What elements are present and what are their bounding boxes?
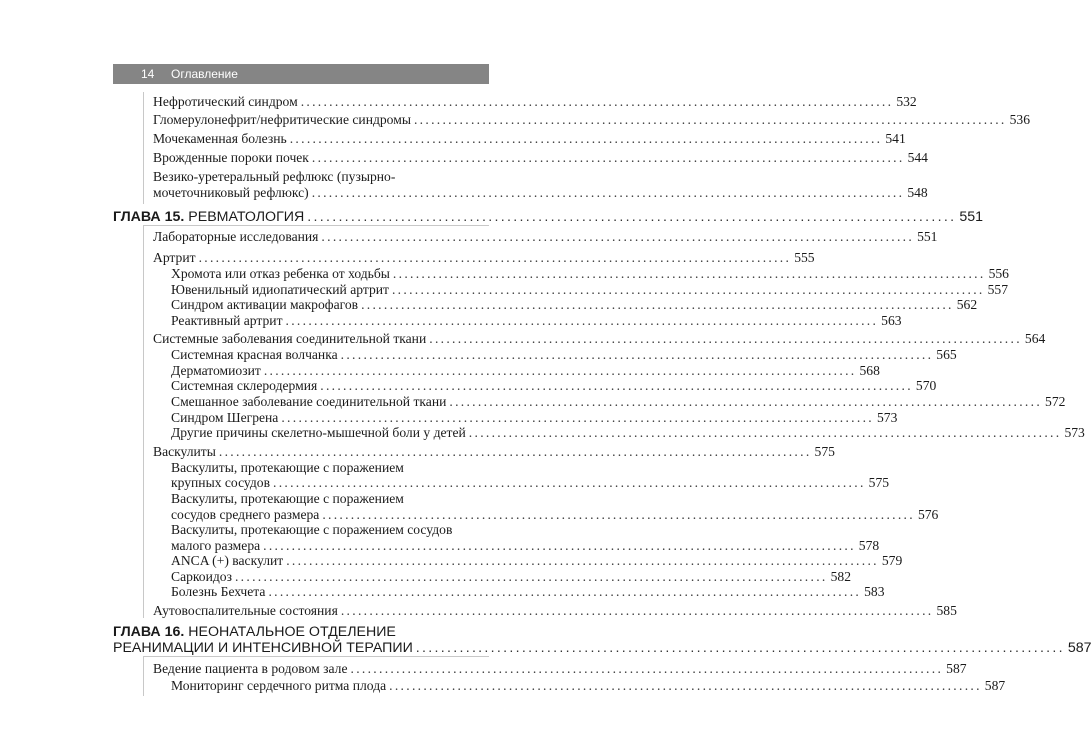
toc-entry: сосудов среднего размера ........................................................................................................ 576: [171, 507, 939, 522]
toc-entry-title: Саркоидоз: [171, 569, 232, 584]
toc-entry: Мочекаменная болезнь ........................................................................................................ 541: [153, 131, 906, 146]
toc-entry-title: Системная склеродермия: [171, 378, 318, 393]
toc-entry-page: 544: [907, 150, 928, 165]
section-rule: [143, 92, 144, 204]
toc-entry: Нефротический синдром ........................................................................................................ 532: [153, 94, 917, 109]
toc-entry-page: 568: [859, 363, 880, 378]
toc-entry-title: Аутовоспалительные состояния: [153, 603, 338, 618]
toc-entry-title: Мочекаменная болезнь: [153, 131, 287, 146]
toc-entry-title: мочеточниковый рефлюкс): [153, 185, 309, 200]
page-number: 14: [141, 67, 155, 81]
toc-entry-page: 579: [881, 553, 903, 568]
section-rule: [143, 656, 489, 657]
toc-entry: Васкулиты ........................................................................................................ 575: [153, 444, 835, 459]
toc-entry: Аутовоспалительные состояния ........................................................................................................ 585: [153, 603, 957, 618]
toc-entry-page: 587: [946, 661, 967, 676]
toc-entry-title: сосудов среднего размера: [171, 507, 320, 522]
toc-entry: Другие причины скелетно-мышечной боли у детей ........................................................................................................ 573: [171, 425, 1085, 440]
toc-entry: Болезнь Бехчета ........................................................................................................ 583: [171, 584, 885, 599]
toc-entry: Ведение пациента в родовом зале ........................................................................................................ 587: [153, 661, 967, 676]
toc-entry-page: 587: [984, 678, 1006, 693]
toc-entry-title: Ювенильный идиопатический артрит: [171, 282, 389, 297]
toc-entry-page: 551: [959, 209, 984, 225]
toc-entry-page: 578: [858, 538, 880, 553]
toc-entry-title: Хромота или отказ ребенка от ходьбы: [171, 266, 390, 281]
toc-entry-title: Ведение пациента в родовом зале: [153, 661, 348, 676]
chapter-title: РЕАНИМАЦИИ И ИНТЕНСИВНОЙ ТЕРАПИИ: [113, 640, 413, 656]
toc-entry-title: Лабораторные исследования: [153, 229, 319, 244]
toc-entry: Смешанное заболевание соединительной ткани ........................................................................................................ 572: [171, 394, 1066, 409]
toc-entry-title: Смешанное заболевание соединительной ткани: [171, 394, 447, 409]
toc-entry-page: 557: [987, 282, 1008, 297]
toc-entry: Синдром Шегрена ........................................................................................................ 573: [171, 410, 898, 425]
section-rule: [143, 656, 144, 696]
toc-entry-title: Дерматомиозит: [171, 363, 261, 378]
toc-entry-page: 551: [917, 229, 938, 244]
running-header-title: Оглавление: [171, 67, 238, 81]
chapter-heading: [113, 624, 396, 640]
toc-entry: Системные заболевания соединительной ткани ........................................................................................................ 564: [153, 331, 1046, 346]
toc-entry: Ювенильный идиопатический артрит ........................................................................................................ 557: [171, 282, 1008, 297]
toc-entry: мочеточниковый рефлюкс) ........................................................................................................ 548: [153, 185, 928, 200]
chapter-title: НЕОНАТАЛЬНОЕ ОТДЕЛЕНИЕ: [184, 624, 396, 640]
toc-entry: Системная красная волчанка ........................................................................................................ 565: [171, 347, 957, 362]
toc-entry-title: Болезнь Бехчета: [171, 584, 266, 599]
toc-entry-page: 541: [885, 131, 906, 146]
chapter-label: ГЛАВА 16.: [113, 624, 185, 640]
toc-entry: Артрит ........................................................................................................ 555: [153, 250, 815, 265]
toc-entry-page: 583: [864, 584, 885, 599]
toc-entry-page: 570: [915, 378, 937, 393]
toc-entry-page: 585: [936, 603, 957, 618]
toc-entry-title: ANCA (+) васкулит: [171, 553, 284, 568]
toc-entry-title: Другие причины скелетно-мышечной боли у детей: [171, 425, 466, 440]
toc-entry: Саркоидоз ........................................................................................................ 582: [171, 569, 851, 584]
toc-entry: Системная склеродермия ........................................................................................................ 570: [171, 378, 937, 393]
toc-entry-page: 563: [881, 313, 902, 328]
chapter-title: РЕВМАТОЛОГИЯ: [184, 209, 305, 225]
toc-entry-title: Васкулиты: [153, 444, 216, 459]
toc-entry-page: 587: [1067, 640, 1092, 656]
toc-entry-page: 555: [794, 250, 815, 265]
toc-entry-page: 573: [1064, 425, 1085, 440]
toc-entry-page: 576: [917, 507, 939, 522]
toc-entry-page: 573: [876, 410, 898, 425]
toc-entry: ANCA (+) васкулит ........................................................................................................ 579: [171, 553, 903, 568]
toc-entry: Гломерулонефрит/нефритические синдромы ........................................................................................................ 536: [153, 112, 1030, 127]
toc-entry-title: Синдром Шегрена: [171, 410, 279, 425]
toc-entry-title: Нефротический синдром: [153, 94, 298, 109]
toc-entry-title: Васкулиты, протекающие с поражением: [171, 460, 404, 475]
toc-entry: Синдром активации макрофагов ........................................................................................................ 562: [171, 297, 978, 312]
chapter-heading: РЕАНИМАЦИИ И ИНТЕНСИВНОЙ ТЕРАПИИ ........................................................................................................ 587: [113, 640, 1092, 656]
toc-entry-page: 536: [1009, 112, 1030, 127]
toc-entry-page: 575: [868, 475, 890, 490]
toc-entry-page: 532: [896, 94, 917, 109]
chapter-label: ГЛАВА 15.: [113, 209, 185, 225]
toc-entry-title: Врожденные пороки почек: [153, 150, 309, 165]
toc-entry: Мониторинг сердечного ритма плода ........................................................................................................ 587: [171, 678, 1006, 693]
section-rule: [143, 225, 144, 618]
toc-entry-title: Васкулиты, протекающие с поражением: [171, 491, 404, 506]
toc-entry: Дерматомиозит ........................................................................................................ 568: [171, 363, 880, 378]
toc-entry-page: 582: [830, 569, 851, 584]
toc-entry-title: Системные заболевания соединительной ткани: [153, 331, 427, 346]
toc-entry-page: 565: [936, 347, 957, 362]
toc-entry-title: Системная красная волчанка: [171, 347, 338, 362]
toc-entry: крупных сосудов ........................................................................................................ 575: [171, 475, 890, 490]
toc-entry-page: 556: [988, 266, 1009, 281]
toc-entry-title: малого размера: [171, 538, 261, 553]
toc-entry-title: крупных сосудов: [171, 475, 270, 490]
toc-entry-title: Везико-уретеральный рефлюкс (пузырно-: [153, 169, 396, 184]
toc-entry-page: 562: [956, 297, 978, 312]
toc-entry-title: Синдром активации макрофагов: [171, 297, 359, 312]
toc-entry-page: 572: [1045, 394, 1066, 409]
toc-entry-page: 548: [907, 185, 928, 200]
chapter-heading: ГЛАВА 15. РЕВМАТОЛОГИЯ ........................................................................................................ 551: [113, 209, 984, 225]
toc-entry-title: Мониторинг сердечного ритма плода: [171, 678, 387, 693]
toc-entry: Врожденные пороки почек ........................................................................................................ 544: [153, 150, 928, 165]
toc-entry: Реактивный артрит ........................................................................................................ 563: [171, 313, 902, 328]
toc-entry-title: Артрит: [153, 250, 196, 265]
toc-entry-title: Гломерулонефрит/нефритические синдромы: [153, 112, 411, 127]
toc-entry-page: 575: [814, 444, 835, 459]
toc-entry: малого размера ........................................................................................................ 578: [171, 538, 880, 553]
toc-entry-page: 564: [1024, 331, 1046, 346]
toc-entry: Хромота или отказ ребенка от ходьбы ........................................................................................................ 556: [171, 266, 1009, 281]
toc-entry-title: Реактивный артрит: [171, 313, 283, 328]
toc-entry-title: Васкулиты, протекающие с поражением сосудов: [171, 522, 453, 537]
toc-entry: Лабораторные исследования ........................................................................................................ 551: [153, 229, 938, 244]
section-rule: [143, 225, 489, 226]
